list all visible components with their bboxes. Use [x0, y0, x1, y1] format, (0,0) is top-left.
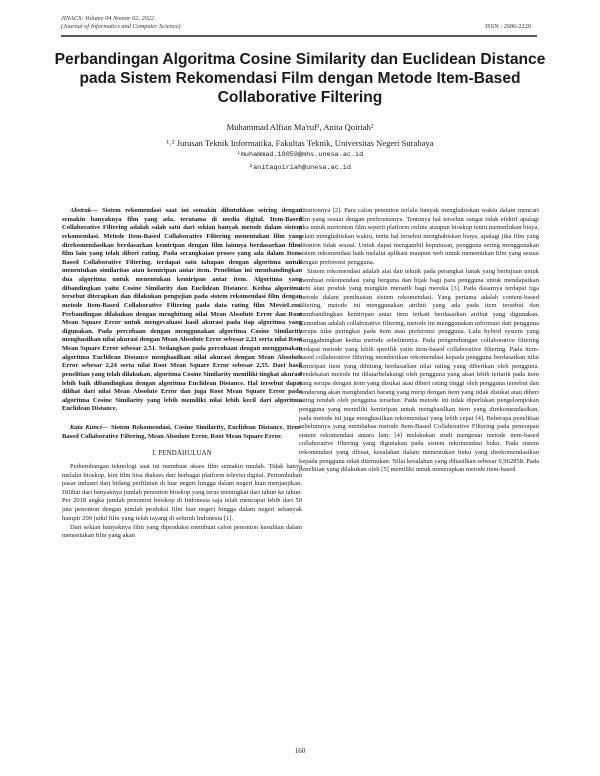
journal-issn: ISSN : 2686-2220	[485, 23, 531, 31]
paper-authors: Muhammad Alfian Ma'ruf¹, Anita Qoiriah²	[226, 122, 374, 132]
right-column	[299, 207, 539, 475]
keywords-text: — Sistem Rekomendasi, Cosine Similarity, Euclidean Distance, Item-Based Collaborative Filtering, Mean Absolute Error, Root Mean Square Error.	[62, 424, 302, 440]
body-paragraph: ditontonnya [2]. Para calon penonton terlalu banyak menghabiskan waktu dalam mencari film yang sesuai dengan preferensinya. Tentunya hal tersebut sangat tidak efektif apalagi jika untuk menonton film seperti platform online ataupun bioskop tentu memerlukan biaya, selain menghabiskan waktu, tentu hal tersebut menghabiskan biaya, apalagi jika film yang ditonton tidak sesuai. Untuk dapat mengambil keputusan, pengguna sering menggunakan sistem rekomendasi baik melalui aplikasi maupun web untuk menentukan film yang sesuai dengan preferensi pengguna.	[299, 207, 539, 266]
author-email-1[interactable]: ¹muhammad.18059@mhs.unesa.ac.id	[236, 151, 364, 159]
journal-header	[61, 15, 531, 32]
paper-affiliation: ¹˒² Jurusan Teknik Informatika, Fakultas Teknik, Universitas Negeri Surabaya	[166, 138, 434, 148]
author-email-2[interactable]: ²anitaqoiriah@unesa.ac.id	[249, 164, 351, 172]
page-number: 160	[294, 747, 306, 755]
abstract	[62, 207, 302, 414]
body-paragraph: Perkembangan teknologi saat ini membuat akses film semakin mudah. Tidak hanya melalui bioskop, kini film bisa diakses dari berbagai platform televisi digital. Pertumbuhan pasar industri dari bidang perfilman di luar negeri hingga dalam negeri kian menjanjikan. Dilihat dari banyaknya jumlah penonton bioskop yang terus meningkat dari tahun ke tahun. Per 2018 angka jumlah penonton bioskop di Indonesia saja telah mencapai lebih dari 50 juta penonton dengan jumlah produksi film luar negeri hingga dalam negeri sebanyak hampir 200 judul film yang telah tayang di seluruh Indonesia [1].	[62, 462, 302, 522]
paper-title: Perbandingan Algoritma Cosine Similarity dan Euclidean Distance pada Sistem Rekomendasi Film dengan Metode Item-Based Collaborative Filtering	[54, 51, 546, 106]
abstract-text: — Sistem rekomendasi saat ini semakin dibutuhkan seiring dengan semakin banyaknya film yang ada, terutama di media digital. Item-Based Collaborative Filtering adalah salah satu dari sekian banyak metode dalam sistem rekomendasi. Metode Item-Based Collaborative Filtering menentukan film yang direkomendasikan berdasarkan kemiripan dengan film lainnya berdasarkan film-film lain yang telah diberi rating. Pada serangkaian proses yang ada dalam Item-Based Collaborative Filtering, terdapat satu tahapan dengan algoritma untuk menentukan similaritas atau kemiripan antar item. Penelitian ini membandingkan dua algoritma untuk menentukan kemiripan antar item. Algoritma yang dibandingkan yaitu Cosine Similarity dan Euclidean Distance. Kedua algoritma tersebut diterapkan dan dilakukan pengujian pada sistem rekomendasi film dengan metode Item-Based Collaborative Filtering pada data rating film MovieLens. Perbandingan dilakukan dengan menghitung nilai Mean Absolute Error dan Root Mean Square Error untuk mengevaluasi hasil akurasi pada tiap algoritma yang digunakan. Pada percobaan dengan menggunakan algoritma Cosine Similarity menghasilkan nilai akurasi dengan Mean Absolute Error sebesar 2,21 serta nilai Root Mean Square Error sebesar 2,51. Sedangkan pada percobaan dengan menggunakan algoritma Euclidean Distance menghasilkan nilai akurasi dengan Mean Absolute Error sebesar 2,24 serta nilai Root Mean Square Error sebesar 2,55. Dari hasil penelitian yang telah dilakukan, algoritma Cosine Similarity memiliki tingkat akurasi lebih baik dibandingkan dengan algoritma Euclidean Distance. Hal tersebut dapat dilihat dari nilai Mean Absolute Error dan juga Root Mean Square Error pada algoritma Cosine Similarity yang lebih memiliki nilai lebih kecil dari algoritma Euclidean Distance.	[62, 207, 302, 413]
body-paragraph: Sistem rekomendasi adalah alat dan teknik pada perangkat lunak yang bertujuan untuk membuat rekomendasi yang berguna dan bijak bagi para pengguna untuk mendapatkan item atau produk yang mungkin menarik bagi mereka [3]. Pada dasarnya terdapat tiga metode dalam pembuatan sistem rekomendasi. Yang pertama adalah content-based filtering, metode ini menggunakan atribut yang ada pada item tersebut dan membandingkan kemiripan antar item terkait berdasarkan atribut yang digunakan. Kemudian adalah collaborative filtering, metode ini menggunakan informasi dari pengguna berupa nilai peringkat pada item atau preferensi pengguna. Lalu hybrid system yang menggabungkan kedua metode sebelumnya. Pada pengembangan collaborative filtering terdapat metode yang lebih spesifik yaitu item-based collaborative filtering. Pada item-based collaborative filtering memberikan rekomendasi kepada pengguna berdasarkan nilai kemiripan item yang dihitung berdasarkan nilai rating yang diberikan oleh pengguna. Pendekatan metode ini dilatarbelakangi oleh pengguna yang akan lebih tertarik pada item yang serupa dengan item yang disukai atau diberi rating tinggi oleh pengguna tersebut dan cenderung akan menghindari barang yang mirip dengan item yang tidak disukai atau diberi rating rendah oleh pengguna tersebut. Pada metode ini tidak diperlukan pengelompokan pengguna yang memiliki kemiripan untuk menghasilkan item yang direkomendasikan, pada metode ini juga menghasilkan rekomendasi yang lebih cepat [4]. Beberapa penelitian sebelumnya yang membahas metode Item-Based Collaborative Filtering pada penerapan sistem rekomendasi antara lain: [4] melakukan studi mengenai metode item-based collaborative filtering yang digunakan pada sistem rekomendasi buku. Pada sistem rekomendasi yang dibuat, kesalahan dalam menentukan buku yang direkomendasikan kepada pengguna tidak ditemukan. Nilai kesalahan yang dihasilkan sebesar 0,962858. Pada penelitian yang dilakukan oleh [5] memiliki untuk menerapkan metode item-based	[299, 267, 539, 474]
keywords-lead: Kata Kunci	[70, 424, 102, 431]
header-rule	[61, 35, 537, 37]
journal-fullname: (Journal of Informatics and Computer Science)	[61, 23, 181, 31]
keywords	[62, 424, 302, 441]
abstract-lead: Abstrak	[70, 207, 92, 214]
journal-volume: JINACS: Volume 04 Nomor 02, 2022	[61, 15, 155, 22]
body-paragraph: Dari sekian banyaknya film yang diproduksi membuat calon penonton kesulitan dalam menentukan film yang akan	[62, 523, 302, 540]
left-column	[62, 207, 302, 542]
section-heading: I. PENDAHULUAN	[152, 450, 212, 458]
